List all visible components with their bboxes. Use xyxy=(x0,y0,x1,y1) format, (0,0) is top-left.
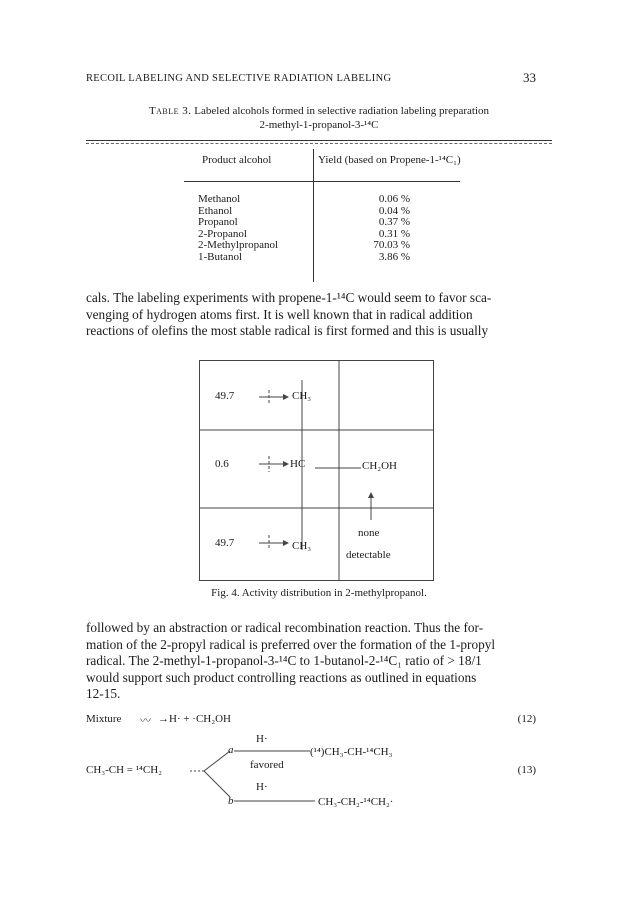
figure-row3-value: 49.7 xyxy=(215,537,235,549)
table-column-divider xyxy=(313,149,314,282)
eq13-branch-lines xyxy=(190,745,315,805)
eq13-number: (13) xyxy=(517,764,536,776)
eq13-h-bottom: H· xyxy=(256,781,268,793)
paragraph-line: 12-15. xyxy=(86,686,121,702)
eq12-left: Mixture xyxy=(86,713,122,725)
table-cell-product: 2-Methylpropanol xyxy=(198,239,279,251)
table-header-rule xyxy=(184,181,460,182)
figure-caption: Fig. 4. Activity distribution in 2-methylpropanol. xyxy=(211,587,427,599)
table-yield-column xyxy=(340,194,410,263)
table-cell-yield: 0.06 % xyxy=(378,193,410,205)
col-header-yield: Yield (based on Propene-1-¹⁴C₁) xyxy=(318,154,461,166)
eq13-favored: favored xyxy=(250,759,284,771)
eq13-product-b: CH₃-CH₂-¹⁴CH₂· xyxy=(318,796,394,808)
wavy-arrow-icon: 〰 xyxy=(140,715,150,727)
running-head: RECOIL LABELING AND SELECTIVE RADIATION LABELING xyxy=(86,73,392,84)
paragraph-line: followed by an abstraction or radical recombination reaction. Thus the for- xyxy=(86,620,484,635)
eq13-product-a: (¹⁴)CH₃-CH-¹⁴CH₃ xyxy=(310,746,393,758)
figure-4-lines xyxy=(199,360,434,581)
table-cell-product: 2-Propanol xyxy=(198,227,247,240)
eq12-number: (12) xyxy=(517,713,536,725)
table-cell-yield: 0.31 % xyxy=(378,227,410,240)
table-cell-yield: 70.03 % xyxy=(373,239,410,251)
table-caption-line1: Labeled alcohols formed in selective radiation labeling preparation xyxy=(194,105,490,117)
figure-hc-center: HC xyxy=(290,458,306,470)
eq12-right: →H· + ·CH₂OH xyxy=(158,713,231,725)
paragraph-line: mation of the 2-propyl radical is preferred over the formation of the 1-propyl xyxy=(86,636,496,652)
eq13-path-b: b xyxy=(228,795,234,807)
figure-ch2oh: CH₂OH xyxy=(362,460,398,472)
figure-none-label: none xyxy=(358,527,380,539)
table-cell-yield: 0.04 % xyxy=(378,204,410,217)
col-header-product: Product alcohol xyxy=(202,154,272,166)
table-cell-yield: 0.37 % xyxy=(378,216,410,228)
table-cell-product: Propanol xyxy=(198,216,238,228)
figure-ch3-top: CH₃ xyxy=(292,390,312,402)
eq13-path-a: a xyxy=(228,744,234,756)
table-label: Table 3. xyxy=(148,105,192,117)
eq13-reactant: CH₃-CH = ¹⁴CH₂ xyxy=(86,764,163,776)
figure-ch3-bottom: CH₃ xyxy=(292,540,312,552)
paragraph-line: would support such product controlling reactions as outlined in equations xyxy=(86,669,477,685)
table-cell-product: Methanol xyxy=(198,193,241,205)
paragraph-line: reactions of olefins the most stable radical is first formed and this is usually xyxy=(86,323,489,339)
paragraph-line: venging of hydrogen atoms first. It is well known that in radical addition xyxy=(86,306,473,322)
table-top-rule-2 xyxy=(86,143,552,144)
paragraph-line: cals. The labeling experiments with propene-1-¹⁴C would seem to favor sca- xyxy=(86,290,492,305)
table-top-rule xyxy=(86,140,552,141)
figure-row2-value: 0.6 xyxy=(215,458,229,470)
table-cell-product: 1-Butanol xyxy=(198,250,242,263)
eq13-h-top: H· xyxy=(256,733,268,745)
page-number: 33 xyxy=(523,70,536,85)
paragraph-line: radical. The 2-methyl-1-propanol-3-¹⁴C to 1-butanol-2-¹⁴C₁ ratio of > 18/1 xyxy=(86,653,482,669)
figure-detectable-label: detectable xyxy=(346,549,391,561)
table-caption xyxy=(86,104,552,132)
figure-row1-value: 49.7 xyxy=(215,390,235,402)
paragraph-2 xyxy=(86,620,552,703)
table-cell-product: Ethanol xyxy=(198,204,233,217)
table-product-column xyxy=(198,194,278,263)
table-cell-yield: 3.86 % xyxy=(378,250,410,263)
table-caption-line2: 2-methyl-1-propanol-3-¹⁴C xyxy=(259,119,379,131)
paragraph-1 xyxy=(86,290,552,340)
